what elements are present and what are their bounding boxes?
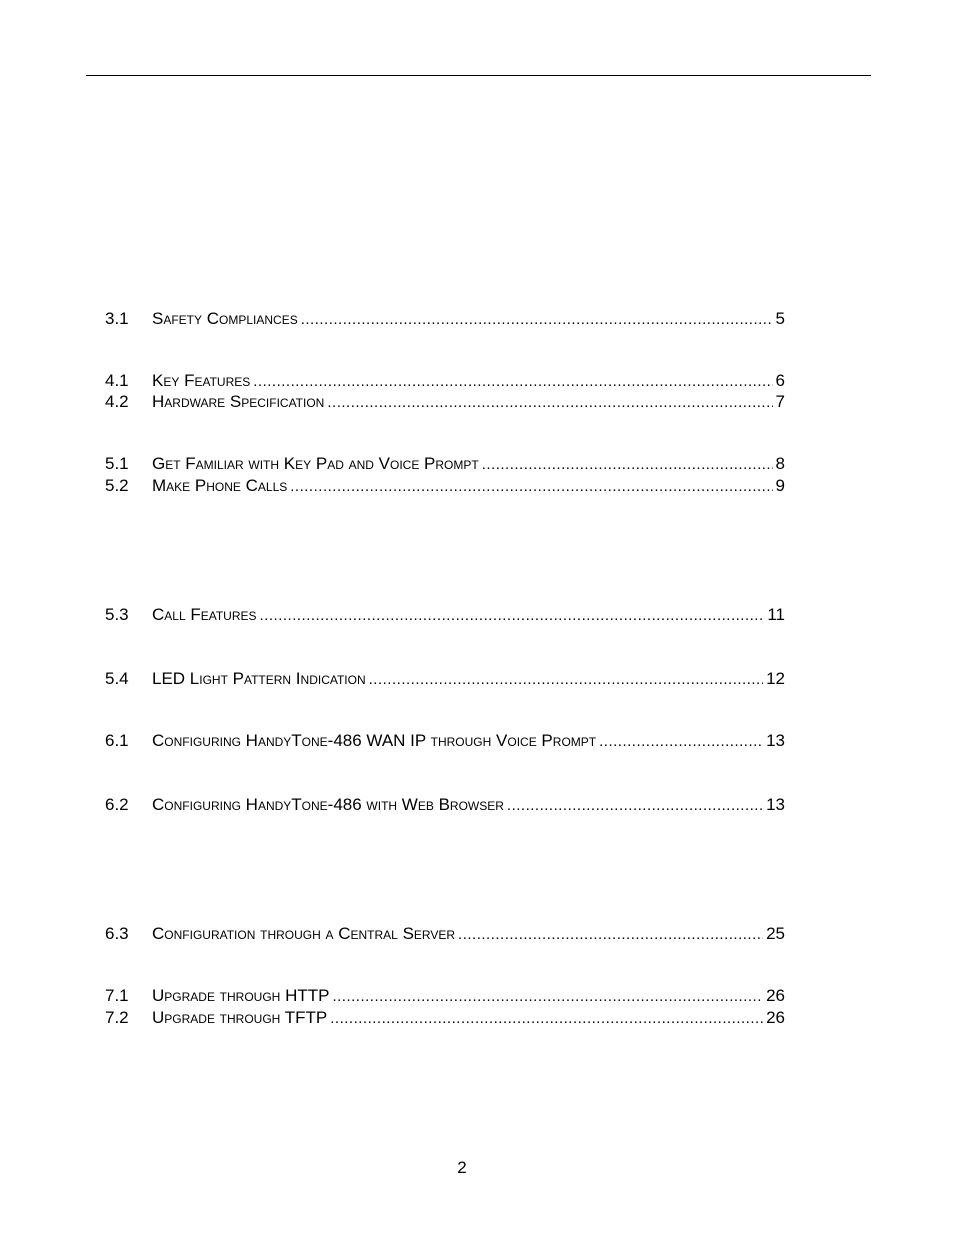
toc-entry-5-2[interactable] [105,475,785,497]
toc-dot-leader [332,986,763,1008]
toc-entry-page: 25 [766,924,785,943]
toc-entry-title: Key Features [152,371,251,390]
toc-entry-page: 13 [766,731,785,750]
toc-entry-page: 7 [775,392,785,411]
toc-entry-number: 3.1 [105,309,129,328]
toc-dot-leader [253,371,772,393]
toc-entry-page: 6 [775,371,785,390]
toc-entry-page: 26 [766,1008,785,1027]
toc-entry-title: Make Phone Calls [152,476,288,495]
toc-dot-leader [290,476,772,498]
toc-entry-number: 7.1 [105,986,129,1005]
toc-entry-page: 9 [775,476,785,495]
toc-entry-number: 4.2 [105,392,129,411]
toc-dot-leader [482,454,773,476]
toc-entry-title: LED Light Pattern Indication [152,669,366,688]
toc-entry-number: 6.3 [105,924,129,943]
toc-entry-6-2[interactable] [105,794,785,816]
toc-dot-leader [260,605,765,627]
toc-dot-leader [599,731,763,753]
toc-entry-number: 6.1 [105,731,129,750]
toc-entry-title: Upgrade through TFTP [152,1008,328,1027]
toc-entry-number: 4.1 [105,371,129,390]
toc-dot-leader [507,795,763,817]
header-rule [86,75,871,76]
toc-entry-7-1[interactable] [105,985,785,1007]
toc-entry-number: 5.2 [105,476,129,495]
toc-dot-leader [327,392,772,414]
toc-entry-title: Get Familiar with Key Pad and Voice Prompt [152,454,479,473]
toc-entry-title: Configuring HandyTone-486 WAN IP through Voice Prompt [152,731,597,750]
toc-entry-page: 5 [775,309,785,328]
page-number: 2 [457,1158,467,1177]
toc-entry-number: 5.1 [105,454,129,473]
toc-dot-leader [301,309,773,331]
toc-entry-title: Call Features [152,605,257,624]
toc-dot-leader [330,1008,763,1030]
toc-entry-page: 12 [766,669,785,688]
toc-dot-leader [458,924,763,946]
toc-entry-4-2[interactable] [105,391,785,413]
toc-dot-leader [369,669,763,691]
toc-entry-6-1[interactable] [105,730,785,752]
toc-entry-5-1[interactable] [105,453,785,475]
toc-entry-number: 6.2 [105,795,129,814]
toc-entry-number: 5.3 [105,605,129,624]
toc-entry-page: 13 [766,795,785,814]
toc-entry-7-2[interactable] [105,1007,785,1029]
toc-entry-5-4[interactable] [105,668,785,690]
toc-entry-page: 8 [775,454,785,473]
toc-entry-title: Configuring HandyTone-486 with Web Browser [152,795,504,814]
toc-entry-4-1[interactable] [105,370,785,392]
toc-entry-title: Upgrade through HTTP [152,986,330,1005]
toc-entry-title: Safety Compliances [152,309,298,328]
toc-entry-5-3[interactable] [105,604,785,626]
toc-entry-number: 7.2 [105,1008,129,1027]
toc-entry-title: Hardware Specification [152,392,325,411]
toc-entry-page: 11 [767,605,785,624]
toc-entry-title: Configuration through a Central Server [152,924,456,943]
toc-entry-3-1[interactable] [105,308,785,330]
toc-entry-page: 26 [766,986,785,1005]
toc-entry-number: 5.4 [105,669,129,688]
toc-entry-6-3[interactable] [105,923,785,945]
